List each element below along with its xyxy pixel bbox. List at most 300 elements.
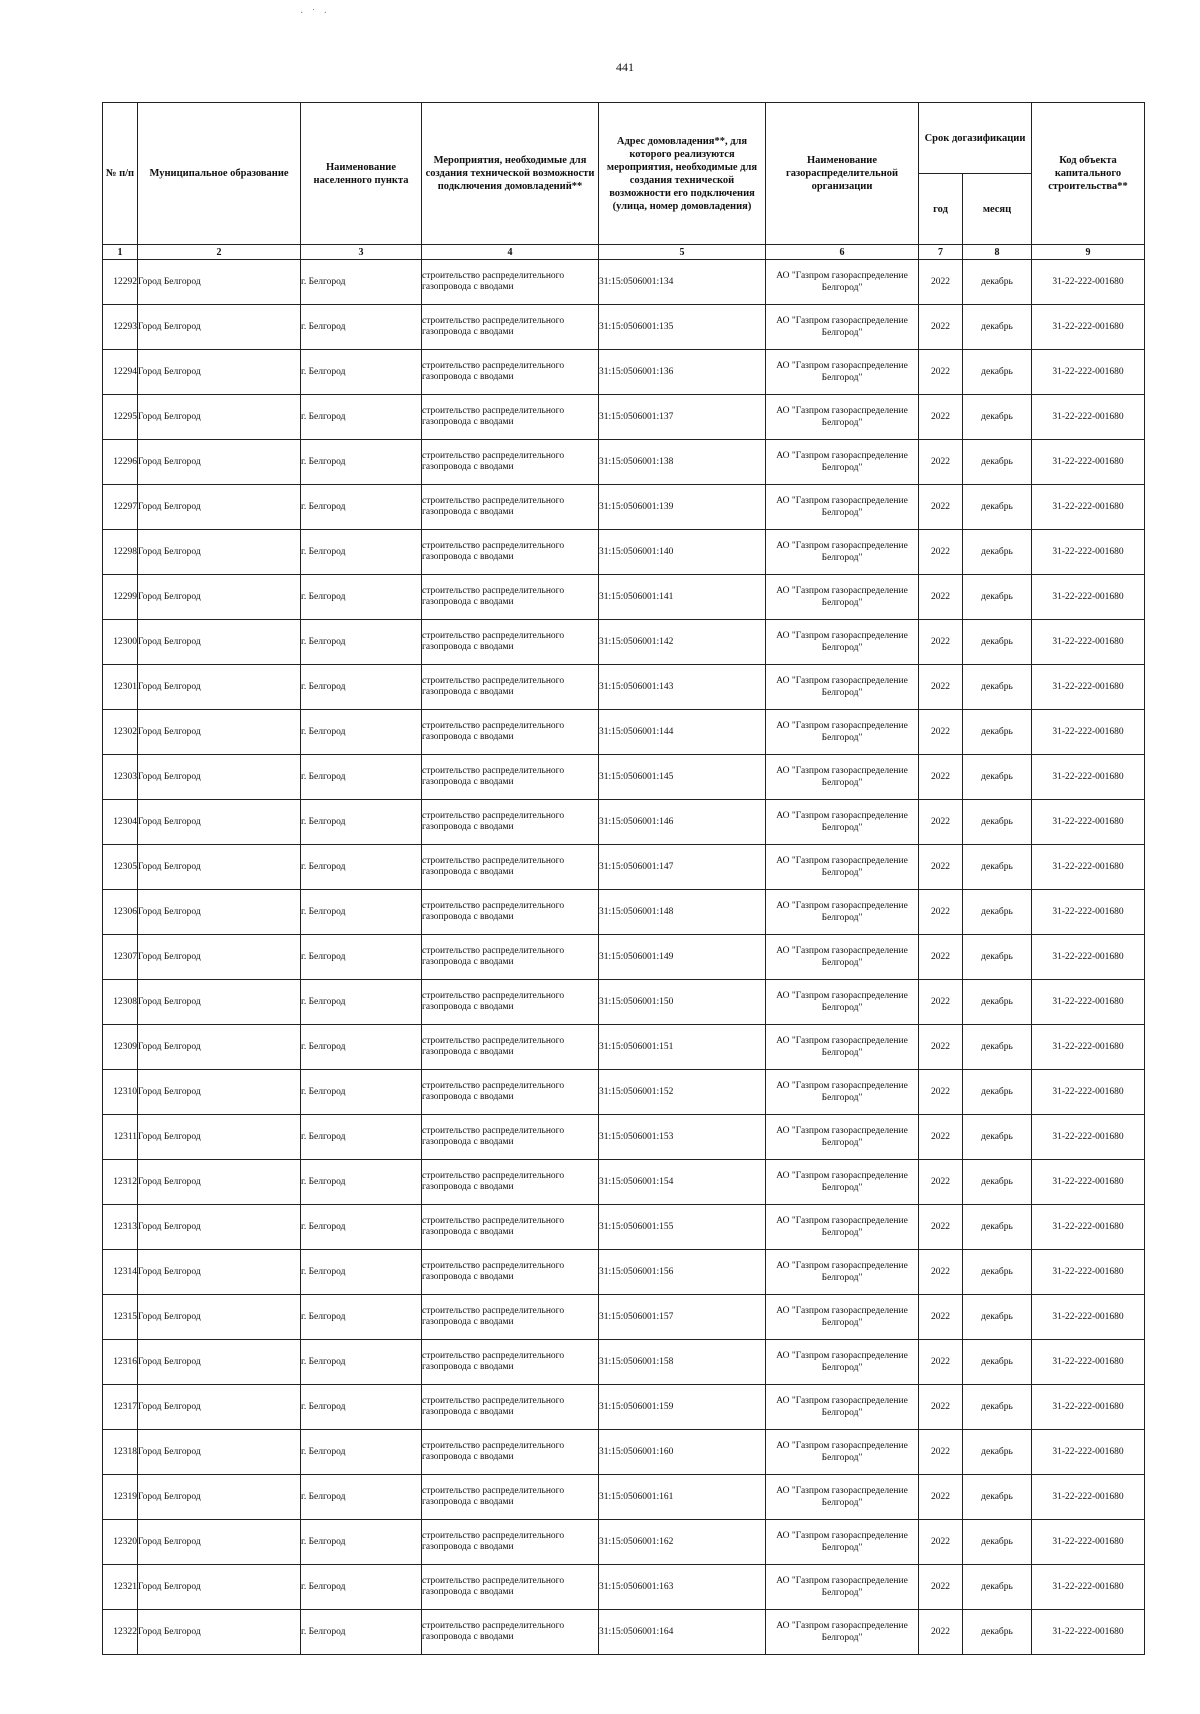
- cell-month: декабрь: [963, 755, 1032, 800]
- cell-address: 31:15:0506001:138: [599, 440, 766, 485]
- table-row: [103, 1385, 1145, 1430]
- table-row: [103, 395, 1145, 440]
- cell-month: декабрь: [963, 530, 1032, 575]
- cell-code: 31-22-222-001680: [1032, 1160, 1145, 1205]
- cell-municipality: Город Белгород: [138, 1025, 301, 1070]
- table-row: [103, 1340, 1145, 1385]
- header-num: № п/п: [103, 103, 138, 245]
- cell-code: 31-22-222-001680: [1032, 845, 1145, 890]
- table-row: [103, 530, 1145, 575]
- cell-municipality: Город Белгород: [138, 935, 301, 980]
- cell-num: 12292: [103, 260, 138, 305]
- table-row: [103, 1430, 1145, 1475]
- cell-month: декабрь: [963, 1610, 1032, 1655]
- page-number: 441: [616, 60, 634, 74]
- cell-year: 2022: [919, 1250, 963, 1295]
- table-row: [103, 935, 1145, 980]
- cell-settlement: г. Белгород: [301, 845, 422, 890]
- cell-code: 31-22-222-001680: [1032, 1430, 1145, 1475]
- cell-code: 31-22-222-001680: [1032, 305, 1145, 350]
- table-row: [103, 1565, 1145, 1610]
- cell-measure: строительство распределительного газопровода с вводами: [422, 440, 599, 485]
- cell-org: АО "Газпром газораспределение Белгород": [766, 530, 919, 575]
- cell-settlement: г. Белгород: [301, 1070, 422, 1115]
- cell-address: 31:15:0506001:149: [599, 935, 766, 980]
- cell-municipality: Город Белгород: [138, 1295, 301, 1340]
- cell-org: АО "Газпром газораспределение Белгород": [766, 980, 919, 1025]
- cell-year: 2022: [919, 260, 963, 305]
- header-address: Адрес домовладения**, для которого реализуются мероприятия, необходимые для создания технической возможности его подключения (улица, номер домовладения): [599, 103, 766, 245]
- cell-address: 31:15:0506001:142: [599, 620, 766, 665]
- cell-address: 31:15:0506001:147: [599, 845, 766, 890]
- cell-num: 12296: [103, 440, 138, 485]
- table-row: [103, 980, 1145, 1025]
- cell-code: 31-22-222-001680: [1032, 980, 1145, 1025]
- cell-org: АО "Газпром газораспределение Белгород": [766, 350, 919, 395]
- cell-address: 31:15:0506001:144: [599, 710, 766, 755]
- cell-num: 12306: [103, 890, 138, 935]
- cell-code: 31-22-222-001680: [1032, 1520, 1145, 1565]
- cell-num: 12309: [103, 1025, 138, 1070]
- table-row: [103, 1070, 1145, 1115]
- cell-address: 31:15:0506001:140: [599, 530, 766, 575]
- cell-municipality: Город Белгород: [138, 395, 301, 440]
- cell-num: 12299: [103, 575, 138, 620]
- cell-settlement: г. Белгород: [301, 1250, 422, 1295]
- cell-settlement: г. Белгород: [301, 755, 422, 800]
- scan-specks: · ˙ ·: [300, 8, 330, 19]
- cell-address: 31:15:0506001:146: [599, 800, 766, 845]
- cell-municipality: Город Белгород: [138, 440, 301, 485]
- cell-month: декабрь: [963, 1565, 1032, 1610]
- cell-address: 31:15:0506001:135: [599, 305, 766, 350]
- column-number: 8: [963, 245, 1032, 260]
- table-row: [103, 845, 1145, 890]
- cell-address: 31:15:0506001:160: [599, 1430, 766, 1475]
- cell-measure: строительство распределительного газопровода с вводами: [422, 1565, 599, 1610]
- cell-year: 2022: [919, 1205, 963, 1250]
- cell-num: 12311: [103, 1115, 138, 1160]
- cell-year: 2022: [919, 395, 963, 440]
- cell-municipality: Город Белгород: [138, 1475, 301, 1520]
- cell-municipality: Город Белгород: [138, 1565, 301, 1610]
- cell-settlement: г. Белгород: [301, 1160, 422, 1205]
- cell-month: декабрь: [963, 1160, 1032, 1205]
- cell-settlement: г. Белгород: [301, 395, 422, 440]
- cell-measure: строительство распределительного газопровода с вводами: [422, 1295, 599, 1340]
- cell-org: АО "Газпром газораспределение Белгород": [766, 665, 919, 710]
- cell-year: 2022: [919, 1565, 963, 1610]
- cell-address: 31:15:0506001:155: [599, 1205, 766, 1250]
- cell-measure: строительство распределительного газопровода с вводами: [422, 1340, 599, 1385]
- cell-month: декабрь: [963, 1295, 1032, 1340]
- cell-measure: строительство распределительного газопровода с вводами: [422, 260, 599, 305]
- cell-municipality: Город Белгород: [138, 1205, 301, 1250]
- table-row: [103, 710, 1145, 755]
- cell-num: 12302: [103, 710, 138, 755]
- table-body: [103, 245, 1145, 1655]
- cell-measure: строительство распределительного газопровода с вводами: [422, 800, 599, 845]
- cell-measure: строительство распределительного газопровода с вводами: [422, 755, 599, 800]
- cell-year: 2022: [919, 755, 963, 800]
- cell-code: 31-22-222-001680: [1032, 710, 1145, 755]
- cell-measure: строительство распределительного газопровода с вводами: [422, 485, 599, 530]
- cell-num: 12293: [103, 305, 138, 350]
- cell-code: 31-22-222-001680: [1032, 800, 1145, 845]
- cell-month: декабрь: [963, 1025, 1032, 1070]
- cell-settlement: г. Белгород: [301, 1385, 422, 1430]
- cell-org: АО "Газпром газораспределение Белгород": [766, 1610, 919, 1655]
- cell-measure: строительство распределительного газопровода с вводами: [422, 305, 599, 350]
- cell-municipality: Город Белгород: [138, 530, 301, 575]
- cell-org: АО "Газпром газораспределение Белгород": [766, 1205, 919, 1250]
- cell-settlement: г. Белгород: [301, 1115, 422, 1160]
- cell-municipality: Город Белгород: [138, 575, 301, 620]
- cell-year: 2022: [919, 890, 963, 935]
- cell-settlement: г. Белгород: [301, 485, 422, 530]
- cell-measure: строительство распределительного газопровода с вводами: [422, 1205, 599, 1250]
- cell-month: декабрь: [963, 1520, 1032, 1565]
- header-measures: Мероприятия, необходимые для создания технической возможности подключения домовладений**: [422, 103, 599, 245]
- cell-address: 31:15:0506001:162: [599, 1520, 766, 1565]
- table-row: [103, 1295, 1145, 1340]
- column-number: 4: [422, 245, 599, 260]
- cell-measure: строительство распределительного газопровода с вводами: [422, 845, 599, 890]
- cell-address: 31:15:0506001:159: [599, 1385, 766, 1430]
- cell-org: АО "Газпром газораспределение Белгород": [766, 710, 919, 755]
- cell-org: АО "Газпром газораспределение Белгород": [766, 1340, 919, 1385]
- cell-month: декабрь: [963, 1340, 1032, 1385]
- cell-org: АО "Газпром газораспределение Белгород": [766, 1160, 919, 1205]
- column-number: 6: [766, 245, 919, 260]
- table-row: [103, 1025, 1145, 1070]
- header-settlement: Наименование населенного пункта: [301, 103, 422, 245]
- cell-measure: строительство распределительного газопровода с вводами: [422, 710, 599, 755]
- cell-measure: строительство распределительного газопровода с вводами: [422, 1025, 599, 1070]
- cell-org: АО "Газпром газораспределение Белгород": [766, 1115, 919, 1160]
- cell-month: декабрь: [963, 620, 1032, 665]
- header-month: месяц: [963, 174, 1032, 245]
- cell-settlement: г. Белгород: [301, 530, 422, 575]
- header-municipality: Муниципальное образование: [138, 103, 301, 245]
- cell-measure: строительство распределительного газопровода с вводами: [422, 1385, 599, 1430]
- column-number: 3: [301, 245, 422, 260]
- cell-settlement: г. Белгород: [301, 350, 422, 395]
- cell-code: 31-22-222-001680: [1032, 440, 1145, 485]
- cell-municipality: Город Белгород: [138, 350, 301, 395]
- header-row: [103, 103, 1145, 174]
- header-term: Срок догазификации: [919, 103, 1032, 174]
- cell-month: декабрь: [963, 1475, 1032, 1520]
- table-row: [103, 1115, 1145, 1160]
- cell-year: 2022: [919, 350, 963, 395]
- cell-num: 12298: [103, 530, 138, 575]
- cell-settlement: г. Белгород: [301, 305, 422, 350]
- cell-org: АО "Газпром газораспределение Белгород": [766, 935, 919, 980]
- cell-num: 12316: [103, 1340, 138, 1385]
- cell-code: 31-22-222-001680: [1032, 260, 1145, 305]
- cell-address: 31:15:0506001:157: [599, 1295, 766, 1340]
- table-row: [103, 800, 1145, 845]
- cell-measure: строительство распределительного газопровода с вводами: [422, 1520, 599, 1565]
- column-number: 5: [599, 245, 766, 260]
- cell-code: 31-22-222-001680: [1032, 755, 1145, 800]
- table-row: [103, 755, 1145, 800]
- cell-address: 31:15:0506001:164: [599, 1610, 766, 1655]
- cell-measure: строительство распределительного газопровода с вводами: [422, 395, 599, 440]
- header-year: год: [919, 174, 963, 245]
- cell-address: 31:15:0506001:161: [599, 1475, 766, 1520]
- cell-month: декабрь: [963, 935, 1032, 980]
- cell-address: 31:15:0506001:141: [599, 575, 766, 620]
- cell-settlement: г. Белгород: [301, 710, 422, 755]
- cell-year: 2022: [919, 485, 963, 530]
- cell-settlement: г. Белгород: [301, 1430, 422, 1475]
- cell-municipality: Город Белгород: [138, 1430, 301, 1475]
- cell-year: 2022: [919, 305, 963, 350]
- cell-address: 31:15:0506001:151: [599, 1025, 766, 1070]
- cell-num: 12300: [103, 620, 138, 665]
- cell-month: декабрь: [963, 800, 1032, 845]
- cell-month: декабрь: [963, 1385, 1032, 1430]
- cell-municipality: Город Белгород: [138, 260, 301, 305]
- cell-num: 12308: [103, 980, 138, 1025]
- cell-num: 12317: [103, 1385, 138, 1430]
- cell-municipality: Город Белгород: [138, 1115, 301, 1160]
- cell-address: 31:15:0506001:152: [599, 1070, 766, 1115]
- cell-month: декабрь: [963, 575, 1032, 620]
- cell-address: 31:15:0506001:153: [599, 1115, 766, 1160]
- table-row: [103, 1610, 1145, 1655]
- cell-measure: строительство распределительного газопровода с вводами: [422, 890, 599, 935]
- cell-municipality: Город Белгород: [138, 665, 301, 710]
- cell-measure: строительство распределительного газопровода с вводами: [422, 1430, 599, 1475]
- cell-year: 2022: [919, 620, 963, 665]
- cell-settlement: г. Белгород: [301, 935, 422, 980]
- cell-settlement: г. Белгород: [301, 1340, 422, 1385]
- column-number: 9: [1032, 245, 1145, 260]
- cell-month: декабрь: [963, 305, 1032, 350]
- header-code: Код объекта капитального строительства**: [1032, 103, 1145, 245]
- cell-code: 31-22-222-001680: [1032, 1340, 1145, 1385]
- cell-measure: строительство распределительного газопровода с вводами: [422, 1475, 599, 1520]
- cell-year: 2022: [919, 1610, 963, 1655]
- cell-settlement: г. Белгород: [301, 440, 422, 485]
- cell-year: 2022: [919, 1160, 963, 1205]
- cell-settlement: г. Белгород: [301, 890, 422, 935]
- cell-address: 31:15:0506001:139: [599, 485, 766, 530]
- cell-settlement: г. Белгород: [301, 575, 422, 620]
- cell-code: 31-22-222-001680: [1032, 350, 1145, 395]
- cell-num: 12313: [103, 1205, 138, 1250]
- cell-municipality: Город Белгород: [138, 1610, 301, 1655]
- cell-org: АО "Газпром газораспределение Белгород": [766, 1520, 919, 1565]
- cell-code: 31-22-222-001680: [1032, 1025, 1145, 1070]
- cell-measure: строительство распределительного газопровода с вводами: [422, 1160, 599, 1205]
- cell-address: 31:15:0506001:154: [599, 1160, 766, 1205]
- cell-measure: строительство распределительного газопровода с вводами: [422, 1610, 599, 1655]
- cell-settlement: г. Белгород: [301, 1205, 422, 1250]
- cell-municipality: Город Белгород: [138, 890, 301, 935]
- cell-settlement: г. Белгород: [301, 665, 422, 710]
- cell-num: 12304: [103, 800, 138, 845]
- cell-measure: строительство распределительного газопровода с вводами: [422, 1115, 599, 1160]
- column-number: 1: [103, 245, 138, 260]
- cell-num: 12307: [103, 935, 138, 980]
- cell-settlement: г. Белгород: [301, 1295, 422, 1340]
- cell-code: 31-22-222-001680: [1032, 1115, 1145, 1160]
- cell-org: АО "Газпром газораспределение Белгород": [766, 440, 919, 485]
- cell-code: 31-22-222-001680: [1032, 1070, 1145, 1115]
- cell-municipality: Город Белгород: [138, 800, 301, 845]
- cell-address: 31:15:0506001:143: [599, 665, 766, 710]
- cell-year: 2022: [919, 1295, 963, 1340]
- cell-year: 2022: [919, 665, 963, 710]
- cell-month: декабрь: [963, 485, 1032, 530]
- table-row: [103, 1250, 1145, 1295]
- cell-org: АО "Газпром газораспределение Белгород": [766, 1070, 919, 1115]
- cell-code: 31-22-222-001680: [1032, 575, 1145, 620]
- cell-address: 31:15:0506001:163: [599, 1565, 766, 1610]
- cell-measure: строительство распределительного газопровода с вводами: [422, 350, 599, 395]
- cell-num: 12322: [103, 1610, 138, 1655]
- cell-num: 12301: [103, 665, 138, 710]
- table-row: [103, 1160, 1145, 1205]
- table-row: [103, 665, 1145, 710]
- cell-num: 12294: [103, 350, 138, 395]
- cell-settlement: г. Белгород: [301, 620, 422, 665]
- cell-municipality: Город Белгород: [138, 980, 301, 1025]
- cell-code: 31-22-222-001680: [1032, 1295, 1145, 1340]
- cell-month: декабрь: [963, 980, 1032, 1025]
- cell-org: АО "Газпром газораспределение Белгород": [766, 1475, 919, 1520]
- cell-measure: строительство распределительного газопровода с вводами: [422, 620, 599, 665]
- cell-year: 2022: [919, 710, 963, 755]
- cell-num: 12318: [103, 1430, 138, 1475]
- cell-municipality: Город Белгород: [138, 1250, 301, 1295]
- table-row: [103, 440, 1145, 485]
- cell-measure: строительство распределительного газопровода с вводами: [422, 935, 599, 980]
- cell-org: АО "Газпром газораспределение Белгород": [766, 1385, 919, 1430]
- cell-month: декабрь: [963, 665, 1032, 710]
- cell-settlement: г. Белгород: [301, 260, 422, 305]
- cell-month: декабрь: [963, 890, 1032, 935]
- cell-month: декабрь: [963, 1205, 1032, 1250]
- cell-org: АО "Газпром газораспределение Белгород": [766, 260, 919, 305]
- cell-num: 12314: [103, 1250, 138, 1295]
- cell-code: 31-22-222-001680: [1032, 665, 1145, 710]
- cell-code: 31-22-222-001680: [1032, 1250, 1145, 1295]
- cell-org: АО "Газпром газораспределение Белгород": [766, 1565, 919, 1610]
- cell-address: 31:15:0506001:137: [599, 395, 766, 440]
- cell-code: 31-22-222-001680: [1032, 395, 1145, 440]
- table-row: [103, 620, 1145, 665]
- cell-year: 2022: [919, 440, 963, 485]
- cell-month: декабрь: [963, 845, 1032, 890]
- cell-code: 31-22-222-001680: [1032, 1205, 1145, 1250]
- cell-code: 31-22-222-001680: [1032, 620, 1145, 665]
- cell-year: 2022: [919, 1025, 963, 1070]
- cell-org: АО "Газпром газораспределение Белгород": [766, 305, 919, 350]
- cell-org: АО "Газпром газораспределение Белгород": [766, 845, 919, 890]
- cell-municipality: Город Белгород: [138, 620, 301, 665]
- cell-municipality: Город Белгород: [138, 1340, 301, 1385]
- table-row: [103, 350, 1145, 395]
- cell-org: АО "Газпром газораспределение Белгород": [766, 485, 919, 530]
- cell-num: 12312: [103, 1160, 138, 1205]
- cell-settlement: г. Белгород: [301, 800, 422, 845]
- cell-year: 2022: [919, 1385, 963, 1430]
- cell-code: 31-22-222-001680: [1032, 485, 1145, 530]
- cell-municipality: Город Белгород: [138, 305, 301, 350]
- cell-settlement: г. Белгород: [301, 1565, 422, 1610]
- cell-year: 2022: [919, 1115, 963, 1160]
- cell-year: 2022: [919, 1475, 963, 1520]
- cell-measure: строительство распределительного газопровода с вводами: [422, 980, 599, 1025]
- cell-org: АО "Газпром газораспределение Белгород": [766, 1295, 919, 1340]
- gasification-table: [102, 102, 1145, 1655]
- cell-measure: строительство распределительного газопровода с вводами: [422, 1070, 599, 1115]
- cell-num: 12319: [103, 1475, 138, 1520]
- cell-code: 31-22-222-001680: [1032, 890, 1145, 935]
- cell-num: 12297: [103, 485, 138, 530]
- cell-org: АО "Газпром газораспределение Белгород": [766, 395, 919, 440]
- cell-month: декабрь: [963, 260, 1032, 305]
- cell-measure: строительство распределительного газопровода с вводами: [422, 1250, 599, 1295]
- cell-org: АО "Газпром газораспределение Белгород": [766, 800, 919, 845]
- cell-settlement: г. Белгород: [301, 1025, 422, 1070]
- column-numbers-row: [103, 245, 1145, 260]
- cell-num: 12320: [103, 1520, 138, 1565]
- table-row: [103, 890, 1145, 935]
- cell-measure: строительство распределительного газопровода с вводами: [422, 575, 599, 620]
- cell-num: 12321: [103, 1565, 138, 1610]
- cell-address: 31:15:0506001:158: [599, 1340, 766, 1385]
- table-row: [103, 260, 1145, 305]
- cell-code: 31-22-222-001680: [1032, 1610, 1145, 1655]
- cell-settlement: г. Белгород: [301, 1520, 422, 1565]
- cell-code: 31-22-222-001680: [1032, 1565, 1145, 1610]
- cell-year: 2022: [919, 845, 963, 890]
- cell-municipality: Город Белгород: [138, 1160, 301, 1205]
- column-number: 2: [138, 245, 301, 260]
- cell-year: 2022: [919, 575, 963, 620]
- cell-month: декабрь: [963, 1115, 1032, 1160]
- cell-municipality: Город Белгород: [138, 1070, 301, 1115]
- table-row: [103, 575, 1145, 620]
- column-number: 7: [919, 245, 963, 260]
- cell-org: АО "Газпром газораспределение Белгород": [766, 1025, 919, 1070]
- cell-year: 2022: [919, 1430, 963, 1475]
- cell-municipality: Город Белгород: [138, 1520, 301, 1565]
- cell-year: 2022: [919, 800, 963, 845]
- cell-settlement: г. Белгород: [301, 1610, 422, 1655]
- table-row: [103, 1475, 1145, 1520]
- cell-address: 31:15:0506001:148: [599, 890, 766, 935]
- cell-municipality: Город Белгород: [138, 710, 301, 755]
- cell-org: АО "Газпром газораспределение Белгород": [766, 575, 919, 620]
- cell-municipality: Город Белгород: [138, 485, 301, 530]
- table-row: [103, 1205, 1145, 1250]
- cell-num: 12303: [103, 755, 138, 800]
- cell-month: декабрь: [963, 440, 1032, 485]
- table-row: [103, 485, 1145, 530]
- cell-address: 31:15:0506001:145: [599, 755, 766, 800]
- cell-code: 31-22-222-001680: [1032, 530, 1145, 575]
- cell-municipality: Город Белгород: [138, 1385, 301, 1430]
- cell-code: 31-22-222-001680: [1032, 935, 1145, 980]
- cell-address: 31:15:0506001:150: [599, 980, 766, 1025]
